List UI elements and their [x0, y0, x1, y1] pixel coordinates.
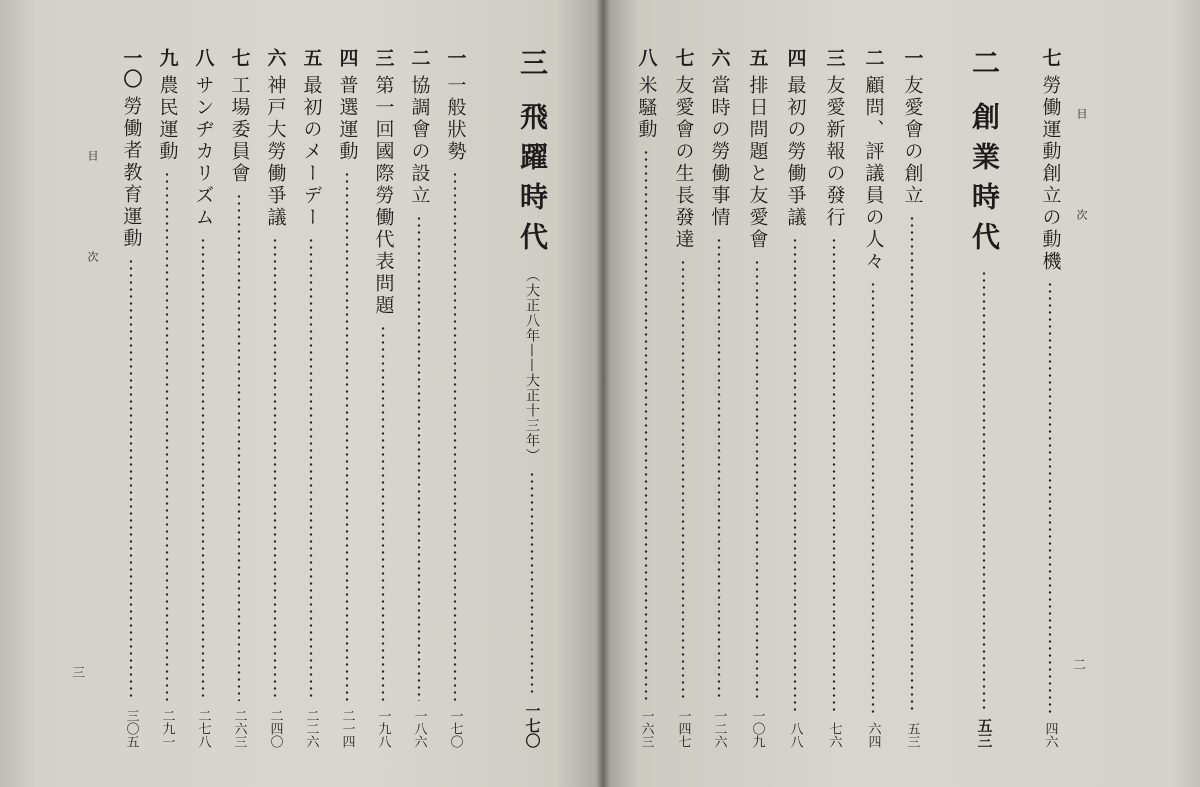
page-number: 三〇五 — [123, 709, 139, 748]
page-number: 一四七 — [675, 709, 691, 748]
page-number: 一九八 — [375, 709, 391, 748]
right-folio: 二 — [1073, 658, 1087, 673]
leader-dots — [273, 237, 277, 701]
entry-number: 七 — [672, 48, 695, 69]
leader-dots — [129, 258, 133, 701]
right-page — [603, 0, 1200, 787]
page-number: 八八 — [787, 722, 803, 748]
leader-dots — [871, 281, 875, 714]
toc-entry[interactable] — [404, 48, 434, 748]
entry-number: 三 — [372, 48, 395, 69]
toc-section-2[interactable] — [965, 48, 1003, 748]
leader-dots — [982, 270, 986, 710]
entry-title: 勞働者教育運動 — [120, 96, 143, 250]
toc-entry[interactable] — [858, 48, 888, 748]
toc-entry[interactable] — [368, 48, 398, 748]
toc-entry[interactable] — [742, 48, 772, 748]
leader-dots — [165, 171, 169, 701]
toc-entry[interactable] — [260, 48, 290, 748]
entry-number: 五 — [746, 48, 769, 69]
leader-dots — [201, 237, 205, 701]
page-number: 一二六 — [711, 709, 727, 748]
entry-title: 友愛會の生長發達 — [672, 75, 695, 251]
entry-number: 七 — [228, 48, 251, 69]
toc-entry[interactable] — [780, 48, 810, 748]
entry-title: 友愛會の創立 — [901, 75, 924, 207]
entry-number: 五 — [300, 48, 323, 69]
toc-entry[interactable] — [224, 48, 254, 748]
page-number: 二一四 — [339, 709, 355, 748]
page-number: 二二六 — [303, 709, 319, 748]
page-number: 一八六 — [411, 709, 427, 748]
entry-title: 排日問題と友愛會 — [746, 75, 769, 251]
leader-dots — [417, 215, 421, 701]
page-number: 二七八 — [195, 709, 211, 748]
leader-dots — [237, 193, 241, 701]
entry-number: 二 — [408, 48, 431, 69]
entry-number: 八 — [192, 48, 215, 69]
left-folio: 三 — [72, 666, 86, 681]
entry-number: 九 — [156, 48, 179, 69]
page-number: 一六三 — [638, 709, 654, 748]
page-number: 二四〇 — [267, 709, 283, 748]
entry-title: 普選運動 — [336, 75, 359, 163]
toc-entry[interactable] — [631, 48, 661, 748]
entry-title: 最初の勞働爭議 — [784, 75, 807, 229]
entry-number: 八 — [635, 48, 658, 69]
entry-number: 三 — [823, 48, 846, 69]
leader-dots — [681, 259, 685, 701]
page-number: 五三 — [975, 718, 994, 748]
toc-entry[interactable] — [152, 48, 182, 748]
page-number: 五三 — [904, 722, 920, 748]
toc-entry[interactable] — [440, 48, 470, 748]
entry-number: 二 — [862, 48, 885, 69]
leader-dots — [1048, 281, 1052, 714]
section-number: 二 — [968, 48, 1001, 88]
leader-dots — [381, 325, 385, 701]
entry-title: 當時の勞働事情 — [708, 75, 731, 229]
toc-entry[interactable] — [1035, 48, 1065, 748]
leader-dots — [530, 471, 534, 695]
right-running-head: 目次 — [1075, 108, 1088, 310]
toc-section-3[interactable] — [513, 48, 551, 748]
entry-title: 友愛新報の發行 — [823, 75, 846, 229]
leader-dots — [309, 237, 313, 701]
entry-title: 米騷動 — [635, 75, 658, 141]
toc-entry[interactable] — [116, 48, 146, 748]
left-running-head: 目次 — [86, 150, 99, 352]
entry-title: 工場委員會 — [228, 75, 251, 185]
toc-entry[interactable] — [668, 48, 698, 748]
page-number: 六四 — [865, 722, 881, 748]
entry-number: 六 — [708, 48, 731, 69]
leader-dots — [910, 215, 914, 714]
entry-title: 勞働運動創立の動機 — [1039, 75, 1062, 273]
leader-dots — [832, 237, 836, 714]
entry-title: 第一回國際勞働代表問題 — [372, 75, 395, 317]
entry-title: 農民運動 — [156, 75, 179, 163]
leader-dots — [793, 237, 797, 714]
section-title: 飛躍時代 — [516, 102, 549, 262]
toc-entry[interactable] — [332, 48, 362, 748]
page-number: 一七〇 — [523, 703, 542, 748]
section-period-note: （大正八年——大正十三年） — [524, 268, 540, 463]
entry-number: 一 — [444, 48, 467, 69]
page-number: 七六 — [826, 722, 842, 748]
section-number: 三 — [516, 48, 549, 88]
page-number: 四六 — [1042, 722, 1058, 748]
entry-number: 六 — [264, 48, 287, 69]
toc-entry[interactable] — [188, 48, 218, 748]
leader-dots — [453, 171, 457, 701]
page-number: 一〇九 — [749, 709, 765, 748]
entry-number: 四 — [336, 48, 359, 69]
entry-title: 最初のメーデー — [300, 75, 323, 229]
leader-dots — [345, 171, 349, 701]
leader-dots — [717, 237, 721, 701]
toc-entry[interactable] — [897, 48, 927, 748]
toc-entry[interactable] — [704, 48, 734, 748]
page-number: 二九一 — [159, 709, 175, 748]
entry-title: 顧問、評議員の人々 — [862, 75, 885, 273]
page-number: 二六三 — [231, 709, 247, 748]
entry-number: 四 — [784, 48, 807, 69]
entry-number: 一〇 — [120, 48, 143, 90]
toc-entry[interactable] — [819, 48, 849, 748]
section-title: 創業時代 — [968, 102, 1001, 262]
entry-title: 一般狀勢 — [444, 75, 467, 163]
entry-title: 神戸大勞働爭議 — [264, 75, 287, 229]
entry-number: 一 — [901, 48, 924, 69]
leader-dots — [755, 259, 759, 701]
toc-entry[interactable] — [296, 48, 326, 748]
leader-dots — [644, 149, 648, 701]
page-number: 一七〇 — [447, 709, 463, 748]
entry-title: 協調會の設立 — [408, 75, 431, 207]
entry-number: 七 — [1039, 48, 1062, 69]
entry-title: サンヂカリズム — [192, 75, 215, 229]
